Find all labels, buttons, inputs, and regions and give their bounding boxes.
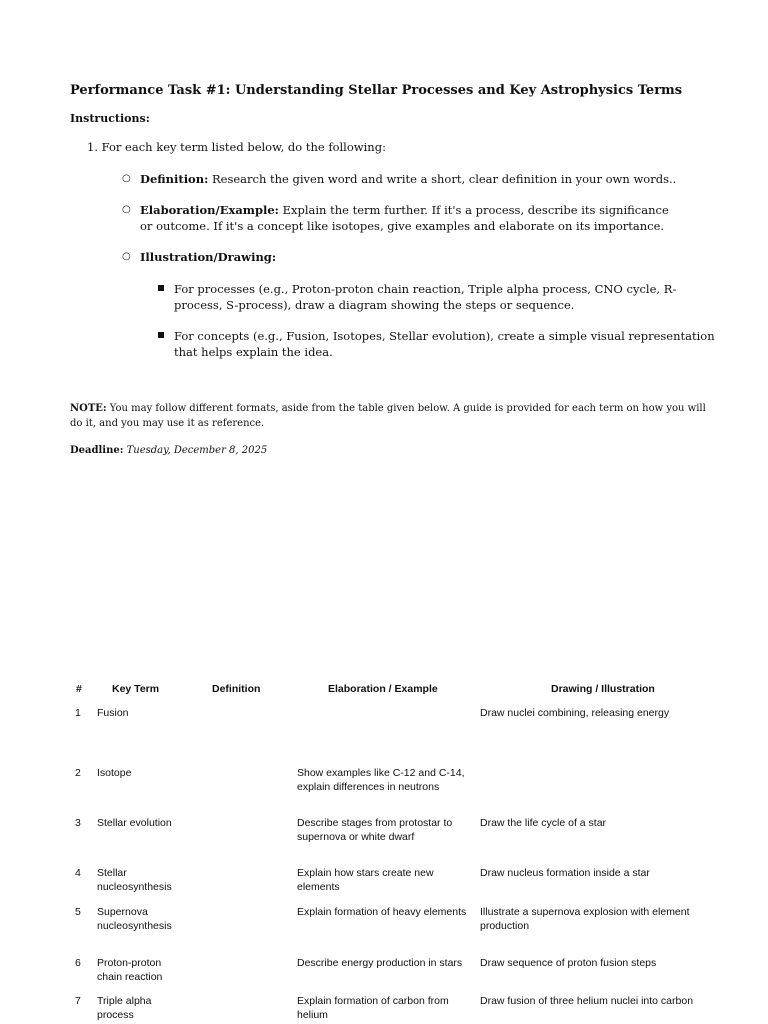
bullet-elaboration-label: Elaboration/Example: [140, 203, 279, 217]
hollow-circle-bullet-icon: ○ [122, 173, 131, 184]
sub-bullet-processes: For processes (e.g., Proton-proton chain reaction, Triple alpha process, CNO cycle, R-process, S-process), draw a diagram showing the steps or sequence. [158, 281, 718, 313]
row-drawing: Illustrate a supernova explosion with element production [480, 906, 690, 932]
table-header-definition: Definition [212, 683, 261, 695]
row-drawing: Draw fusion of three helium nuclei into carbon [480, 995, 694, 1007]
row-drawing: Draw nuclei combining, releasing energy [480, 707, 670, 719]
row-number: 3 [75, 817, 81, 829]
row-elaboration: Describe stages from protostar to supernova or white dwarf [297, 817, 453, 843]
row-elaboration: Describe energy production in stars [297, 957, 463, 969]
row-elaboration: Show examples like C-12 and C-14, explain differences in neutrons [297, 767, 465, 793]
table-header-key-term: Key Term [112, 683, 160, 695]
row-drawing: Draw sequence of proton fusion steps [480, 957, 657, 969]
row-number: 4 [75, 867, 81, 879]
row-key-term: Triple alpha process [97, 995, 152, 1021]
bullet-definition-label: Definition: [140, 172, 209, 186]
row-key-term: Supernova nucleosynthesis [97, 906, 172, 932]
row-key-term: Isotope [97, 767, 132, 779]
bullet-definition-text: Research the given word and write a short, clear definition in your own words.. [208, 172, 677, 186]
note-text: You may follow different formats, aside from the table given below. A guide is provided for each term on how you will do it, and you may use it as reference. [70, 403, 706, 429]
row-number: 1 [75, 707, 81, 719]
bullet-illustration-label: Illustration/Drawing: [140, 250, 277, 264]
instructions-label: Instructions: [70, 112, 150, 125]
bullet-elaboration-text: Explain the term further. If it's a process, describe its significance or outcome. If it's a concept like isotopes, give examples and elaborate on its importance. [140, 203, 669, 233]
row-number: 6 [75, 957, 81, 969]
sub-bullet-concepts: For concepts (e.g., Fusion, Isotopes, Stellar evolution), create a simple visual representation that helps explain the idea. [158, 328, 718, 360]
row-elaboration: Explain how stars create new elements [297, 867, 434, 893]
page-title: Performance Task #1: Understanding Stellar Processes and Key Astrophysics Terms [70, 83, 683, 98]
row-number: 2 [75, 767, 81, 779]
table-header-number: # [76, 683, 82, 695]
instruction-step-1: 1. For each key term listed below, do the following: [87, 140, 386, 154]
deadline-value: Tuesday, December 8, 2025 [126, 445, 268, 456]
note-label: NOTE: [70, 403, 107, 414]
row-number: 7 [75, 995, 81, 1007]
row-key-term: Stellar evolution [97, 817, 172, 829]
row-key-term: Fusion [97, 707, 129, 719]
table-header-drawing: Drawing / Illustration [551, 683, 655, 695]
row-number: 5 [75, 906, 81, 918]
row-elaboration: Explain formation of heavy elements [297, 906, 467, 918]
hollow-circle-bullet-icon: ○ [122, 204, 131, 215]
table-header-elaboration: Elaboration / Example [328, 683, 438, 695]
deadline-label: Deadline: [70, 445, 124, 456]
hollow-circle-bullet-icon: ○ [122, 251, 131, 262]
row-drawing: Draw nucleus formation inside a star [480, 867, 650, 879]
row-key-term: Proton-proton chain reaction [97, 957, 163, 983]
row-drawing: Draw the life cycle of a star [480, 817, 607, 829]
row-elaboration: Explain formation of carbon from helium [297, 995, 449, 1021]
row-key-term: Stellar nucleosynthesis [97, 867, 172, 893]
